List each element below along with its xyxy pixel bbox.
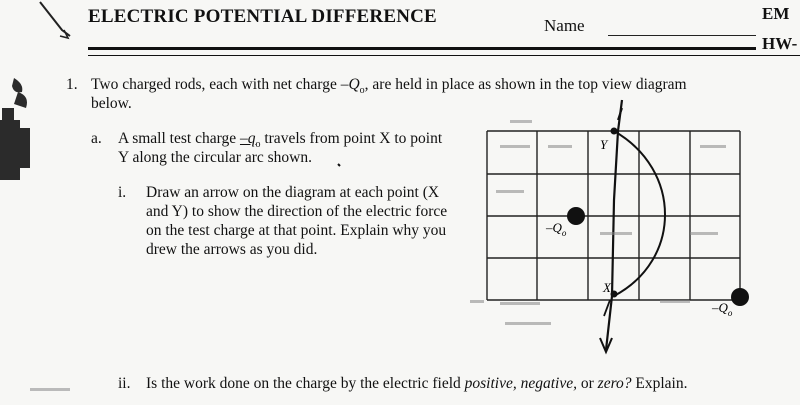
point-y-dot bbox=[611, 128, 618, 135]
part-a-letter: a. bbox=[91, 130, 102, 147]
point-y-label: Y bbox=[600, 137, 608, 152]
part-a-post: travels from point X to point bbox=[260, 130, 443, 147]
scan-smudge bbox=[0, 78, 30, 180]
part-ii-post: Explain. bbox=[631, 375, 688, 392]
part-i-line3: on the test charge at that point. Explain why you bbox=[146, 222, 447, 239]
worksheet-code: EM bbox=[762, 4, 790, 23]
q1-charge: Q bbox=[348, 76, 360, 93]
part-i-line2: and Y) to show the direction of the electric force bbox=[146, 203, 448, 220]
part-ii-options: positive, negative, bbox=[464, 375, 577, 392]
left-rod-label bbox=[545, 220, 567, 238]
part-ii-letter: ii. bbox=[118, 375, 131, 392]
left-rod-label-main: –Q bbox=[546, 220, 562, 235]
q1-charge-sub: o bbox=[359, 85, 365, 97]
pen-dot bbox=[338, 164, 340, 166]
point-x-label: X bbox=[603, 280, 611, 295]
part-ii-last-option: zero? bbox=[597, 375, 632, 392]
left-rod-label-sub: o bbox=[561, 228, 567, 238]
point-x-dot bbox=[611, 291, 618, 298]
question-number: 1. bbox=[66, 76, 78, 93]
corner-pen-hook bbox=[60, 30, 68, 38]
right-rod-label bbox=[711, 300, 733, 318]
left-rod-charge bbox=[567, 207, 585, 225]
scan-noise bbox=[30, 120, 726, 391]
right-rod-charge bbox=[731, 288, 749, 306]
part-i-line1: Draw an arrow on the diagram at each point (X bbox=[146, 184, 440, 201]
hand-drawn-arrow-line bbox=[606, 100, 622, 350]
part-a-charge-sub: o bbox=[255, 139, 261, 151]
right-rod-label-main: –Q bbox=[712, 300, 728, 315]
part-i-letter: i. bbox=[118, 184, 127, 201]
part-a-charge: –q bbox=[239, 130, 256, 147]
right-rod-label-sub: o bbox=[727, 308, 733, 318]
part-ii-pre: Is the work done on the charge by the electric field bbox=[146, 375, 465, 392]
name-label: Name bbox=[544, 16, 585, 35]
page-title: ELECTRIC POTENTIAL DIFFERENCE bbox=[88, 6, 437, 27]
corner-pen-stroke bbox=[40, 2, 70, 36]
q1-post: , are held in place as shown in the top view diagram bbox=[364, 76, 687, 93]
part-a-pre: A small test charge bbox=[118, 130, 240, 147]
question-text-line2: below. bbox=[91, 95, 132, 112]
worksheet-hw-code: HW- bbox=[762, 34, 798, 53]
part-ii-mid: or bbox=[576, 375, 598, 392]
q1-pre: Two charged rods, each with net charge – bbox=[91, 76, 349, 93]
part-a-line2: Y along the circular arc shown. bbox=[118, 149, 312, 166]
part-i-line4: drew the arrows as you did. bbox=[146, 241, 318, 258]
